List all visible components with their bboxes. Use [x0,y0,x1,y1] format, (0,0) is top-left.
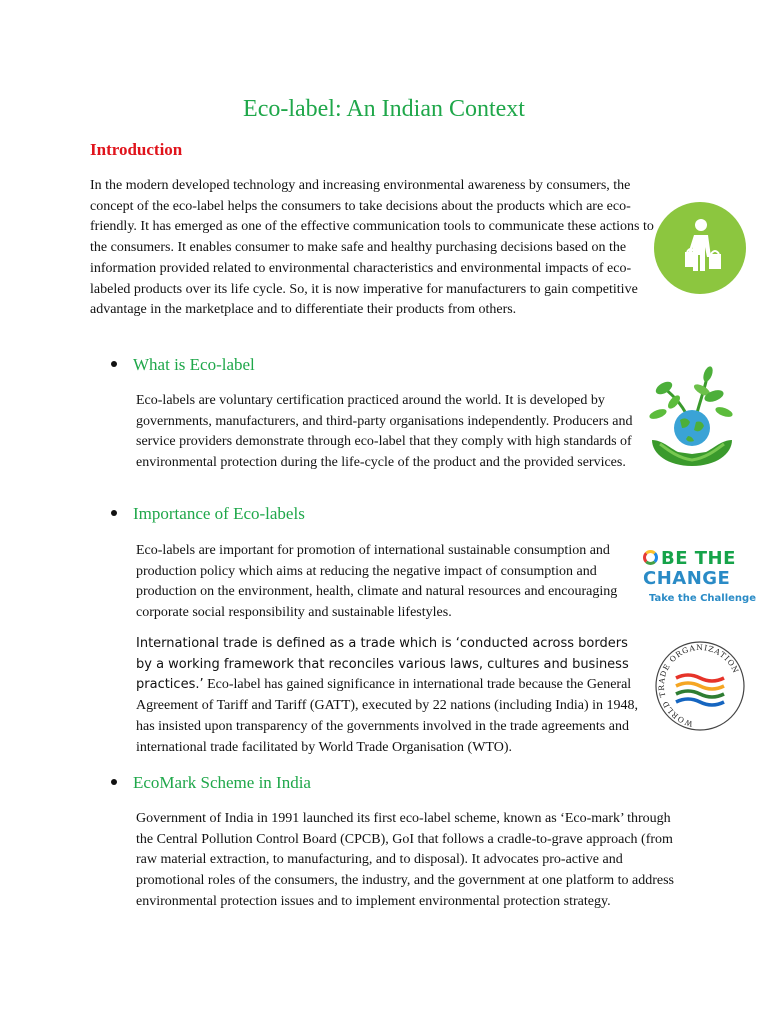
importance-heading: Importance of Eco-labels [133,504,305,523]
bullet-ecomark-scheme [111,771,311,795]
ecomark-paragraph: Government of India in 1991 launched its first eco-label scheme, known as ‘Eco-mark’ through the Central Pollution Control Board (CPCB), GoI that follows a cradle-to-grave approach (from raw material extraction, to manufacturing, and to disposal). It advocates pro-active and promotional roles of the consumers, the industry, and the government at one platform to address environmental protection issues and to implement environmental protection strategy. [136,811,674,909]
shopper-icon [654,202,746,294]
ecomark-heading: EcoMark Scheme in India [133,773,311,792]
bullet-dot [111,510,117,516]
be-the-change-line1: BE THE [643,549,736,569]
trade-definition-quote: International trade is defined as a trade which is ‘conducted across borders by a working framework that reconciles various laws, cultures and business practices.’ [136,636,629,693]
wto-logo [654,640,746,736]
importance-paragraph-2 [136,634,646,758]
page-title: Eco-label: An Indian Context [243,96,525,122]
importance-paragraph-2-rest: Eco-label has gained significance in international trade because the General Agreement of Tariff and Tariff (GATT), executed by 22 nations (including India) in 1948, has insisted upon transparency of the governments involved in the trade agreements and international trade facilitated by World Trade Organisation (WTO). [136,677,639,755]
be-the-change-tagline: Take the Challenge [649,593,756,604]
be-the-change-logo [643,548,756,609]
bullet-dot [111,361,117,367]
what-is-paragraph: Eco-labels are voluntary certification practiced around the world. It is developed by governments, manufacturers, and third-party organisations independently. Producers and service providers demonstrate through eco-label that they comply with high standards of environmental protection during the life-cycle of the product and the provided services. [136,393,633,471]
bullet-dot [111,779,117,785]
what-is-heading: What is Eco-label [133,355,255,374]
introduction-paragraph: In the modern developed technology and increasing environmental awareness by consumers, the concept of the eco-label helps the consumers to take decisions about the products which are eco-friendly. It has emerged as one of the effective communication tools to communicate these actions to the consumers. It enables consumer to make safe and healthy purchasing decisions based on the information provided related to environmental characteristics and environmental impacts of eco-labeled products over its life cycle. So, it is now imperative for manufacturers to gain competitive advantage in the marketplace and to differentiate their products from others. [90,178,654,318]
bullet-what-is-eco-label [111,353,255,377]
green-globe-hands-image [644,366,740,472]
importance-paragraph-1: Eco-labels are important for promotion of international sustainable consumption and production policy which aims at reducing the negative impact of consumption and production on the environment, health, climate and natural resources and encouraging corporate social responsibility and sustainable lifestyles. [136,543,618,621]
be-the-change-line2: CHANGE [643,568,731,589]
bullet-importance-of-eco-labels [111,502,305,526]
introduction-heading: Introduction [90,140,183,159]
wto-ring-text: WORLD TRADE ORGANIZATION [656,642,741,729]
